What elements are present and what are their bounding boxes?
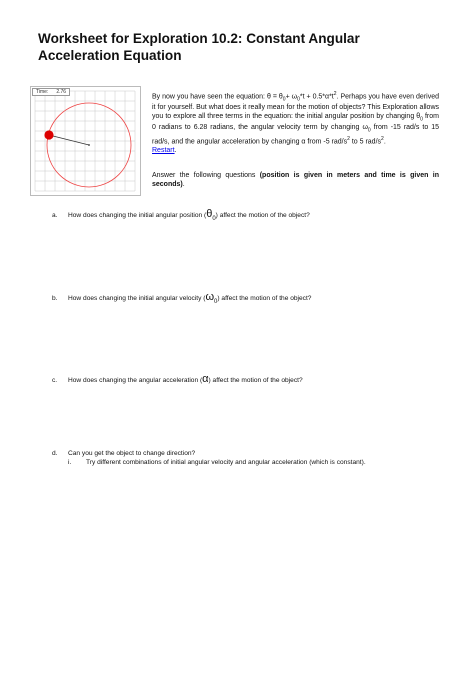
question-text: Can you get the object to change direction? <box>68 450 196 457</box>
symbol: θ <box>206 208 213 220</box>
time-readout <box>32 88 70 96</box>
center-point <box>88 144 90 146</box>
symbol-sub: 0 <box>214 299 218 306</box>
symbol: ω <box>205 291 215 303</box>
instructions <box>152 172 439 189</box>
period: . <box>174 147 177 155</box>
sub-0: 0 <box>367 127 371 134</box>
page-title: Worksheet for Exploration 10.2: Constant Angular Acceleration Equation <box>38 31 360 63</box>
intro-text-7: to 5 rad/s <box>349 138 382 146</box>
simulation-canvas[interactable] <box>31 87 140 195</box>
question-d-i <box>68 459 440 467</box>
restart-link[interactable]: Restart <box>152 147 175 155</box>
question-b <box>52 293 311 306</box>
intro-text-5: from 0 radians to 6.28 radians, the angular velocity term by changing ω <box>152 113 439 132</box>
theta-symbol <box>206 208 216 223</box>
question-d <box>52 450 195 458</box>
instructions-end: . <box>182 180 185 188</box>
question-text: How does changing the initial angular velocity ( <box>68 295 206 302</box>
question-letter: d. <box>52 450 58 457</box>
sub-0: 0 <box>282 96 286 103</box>
intro-text-3: *t + 0.5*α*t <box>299 93 334 101</box>
sub-question-text: Try different combinations of initial angular velocity and angular acceleration (which is constant). <box>86 459 366 466</box>
question-text-end: ) affect the motion of the object? <box>215 212 310 219</box>
instructions-bold: (position is given in meters and time is given in seconds) <box>152 172 439 188</box>
symbol: α <box>202 373 209 385</box>
question-c <box>52 375 303 385</box>
time-label: Time: <box>36 89 49 95</box>
sup-2: 2 <box>347 136 350 143</box>
intro-paragraph <box>152 90 439 156</box>
roman-numeral: i. <box>68 459 72 466</box>
question-letter: c. <box>52 377 58 384</box>
rotating-object[interactable] <box>44 130 53 139</box>
intro-text-8: . <box>383 138 386 146</box>
intro-text-6: from -15 rad/s to 15 rad/s, and the angular acceleration by changing α from -5 rad/s <box>152 124 440 146</box>
intro-text-1: By now you have seen the equation: θ = θ <box>152 93 283 101</box>
question-letter: b. <box>52 295 58 302</box>
question-text-end: ) affect the motion of the object? <box>217 295 312 302</box>
question-text: How does changing the initial angular position ( <box>68 212 207 219</box>
sup-2: 2 <box>333 91 337 97</box>
time-value: 2.76 <box>56 89 67 95</box>
question-a <box>52 210 310 223</box>
simulation-panel[interactable] <box>30 86 141 196</box>
question-text: How does changing the angular acceleration ( <box>68 377 203 384</box>
intro-text-4: . Perhaps you have even derived it for yourself. But what does it really mean for the motion of objects? This Exploration allows you to explore all three terms in the equation: the initial angular position by changing θ <box>152 93 439 121</box>
sup-2: 2 <box>381 136 384 143</box>
sub-0: 0 <box>420 116 423 123</box>
intro-text-2: + ω <box>285 93 298 101</box>
instructions-text: Answer the following questions <box>152 172 260 179</box>
sub-0: 0 <box>297 96 300 103</box>
question-text-end: ) affect the motion of the object? <box>208 377 303 384</box>
symbol-sub: 0 <box>212 216 216 223</box>
grid-lines <box>35 91 135 191</box>
omega-symbol <box>205 291 218 306</box>
question-letter: a. <box>52 212 58 219</box>
